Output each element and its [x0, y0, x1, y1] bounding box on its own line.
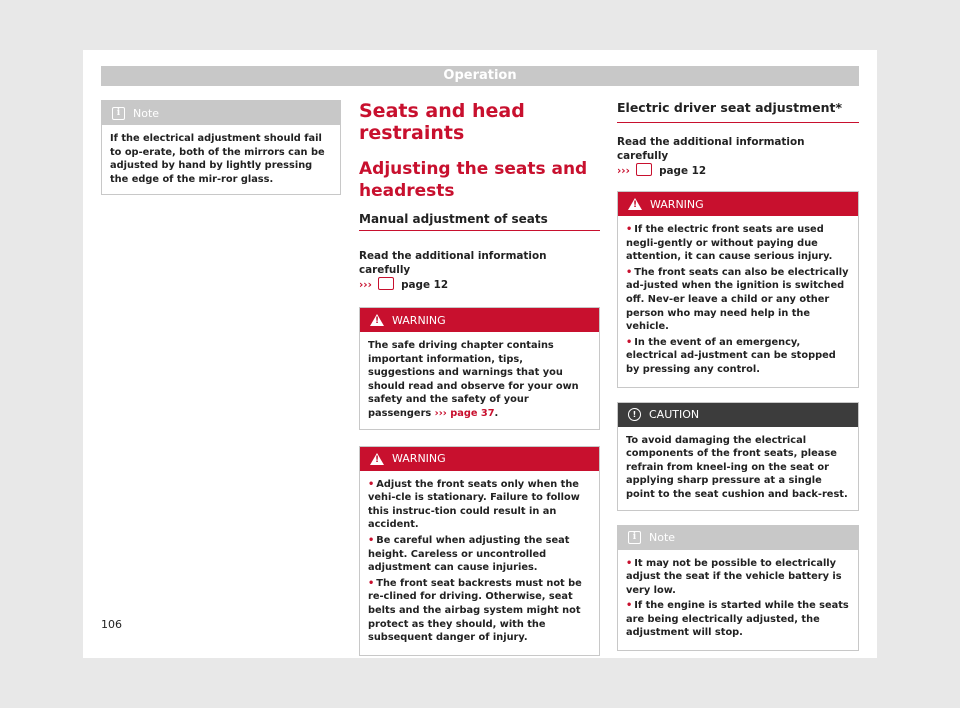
list-item — [368, 577, 591, 645]
read-more-block — [359, 249, 600, 292]
caution-text: To avoid damaging the electrical components of the front seats, please refrain from kneel-ing on the seat or applying sharp pressure at a single point to the seat cushion and back-rest. — [626, 434, 848, 500]
arrows-glyph: ››› — [434, 407, 447, 419]
bullet-icon: • — [368, 577, 375, 589]
section-title: Adjusting the seats and headrests — [359, 159, 588, 201]
list-item — [626, 223, 850, 264]
warning-icon — [628, 198, 642, 210]
caution-header — [618, 403, 858, 427]
bullet-text: It may not be possible to electrically adjust the seat if the vehicle battery is very low. — [626, 557, 842, 596]
column-2 — [359, 100, 600, 656]
warning-label: WARNING — [392, 313, 446, 327]
book-icon — [636, 163, 652, 176]
note-bullets — [618, 550, 858, 651]
bullet-text: Adjust the front seats only when the vehi-cle is stationary. Failure to follow this instruc-tion could result in an accident. — [368, 478, 580, 531]
bullet-icon: • — [368, 478, 375, 490]
note-text: If the electrical adjustment should fail to op-erate, both of the mirrors can be adjusted by hand by lightly pressing the edge of the mir-ror glass. — [110, 133, 325, 185]
warning-label: WARNING — [392, 452, 446, 466]
warning-bullets — [618, 216, 858, 387]
bullet-text: The front seats can also be electrically ad-justed when the ignition is switched off. Nev-er leave a child or any other person who may need help in the vehicle. — [626, 266, 849, 333]
bullet-icon: • — [626, 557, 633, 569]
warning-icon — [370, 314, 384, 326]
warning-box — [359, 446, 600, 656]
column-3 — [617, 100, 859, 651]
bullet-text: Be careful when adjusting the seat height. Careless or uncontrolled adjustment can cause injuries. — [368, 534, 570, 574]
warning-icon — [370, 453, 384, 465]
arrows-glyph: ››› — [359, 279, 372, 291]
note-box — [101, 100, 341, 195]
read-more-text: Read the additional information carefully — [359, 250, 547, 276]
note-box — [617, 525, 859, 652]
subsection-title: Electric driver seat adjustment* — [617, 100, 859, 123]
bullet-text: In the event of an emergency, electrical ad-justment can be stopped by pressing any control. — [626, 336, 836, 375]
info-icon: i — [628, 531, 641, 544]
note-header — [618, 526, 858, 550]
bullet-icon: • — [626, 224, 633, 235]
subsection-title: Manual adjustment of seats — [359, 212, 600, 231]
bullet-icon: • — [626, 600, 633, 612]
warning-header — [360, 308, 599, 332]
arrows-glyph: ››› — [617, 165, 630, 177]
list-item — [626, 557, 850, 598]
read-more-text: Read the additional information carefully — [617, 136, 805, 162]
bullet-text: If the electric front seats are used negli-gently or without paying due attention, it can cause serious injury. — [626, 224, 833, 263]
period: . — [494, 407, 499, 419]
warning-text — [360, 332, 599, 429]
read-more-block — [617, 135, 859, 178]
warning-label: WARNING — [650, 197, 704, 211]
warning-body: The safe driving chapter contains important information, tips, suggestions and warnings that you should read and observe for your own safety and the safety of your passengers — [368, 340, 579, 419]
bullet-icon: • — [626, 266, 633, 278]
caution-icon: ! — [628, 408, 641, 421]
list-item — [368, 478, 591, 532]
warning-box — [617, 191, 859, 388]
bullet-icon: • — [368, 534, 375, 546]
warning-box — [359, 307, 600, 430]
warning-header — [360, 447, 599, 471]
list-item — [626, 336, 850, 377]
caution-box — [617, 402, 859, 511]
chapter-title: Seats and head restraints — [359, 100, 525, 144]
list-item — [368, 534, 591, 575]
page-reference-link[interactable]: page 12 — [659, 165, 707, 177]
page-link[interactable]: page 37 — [450, 407, 495, 419]
bullet-text: If the engine is started while the seats are being electrically adjusted, the adjustment will stop. — [626, 600, 849, 639]
note-label: Note — [133, 106, 160, 120]
page-number: 106 — [101, 618, 122, 631]
warning-header — [618, 192, 858, 216]
warning-bullets — [360, 471, 599, 655]
book-icon — [378, 277, 394, 290]
note-header — [102, 101, 340, 125]
caution-label: CAUTION — [649, 408, 700, 422]
info-icon: i — [112, 107, 125, 120]
section-header: Operation — [101, 66, 859, 86]
page-reference-link[interactable]: page 12 — [401, 279, 449, 291]
list-item — [626, 266, 850, 334]
list-item — [626, 599, 850, 640]
column-1 — [101, 100, 341, 195]
note-label: Note — [649, 531, 676, 544]
bullet-icon: • — [626, 336, 633, 348]
bullet-text: The front seat backrests must not be re-clined for driving. Otherwise, seat belts and the airbag system might not protect as they should, with the subsequent danger of injury. — [368, 577, 582, 644]
